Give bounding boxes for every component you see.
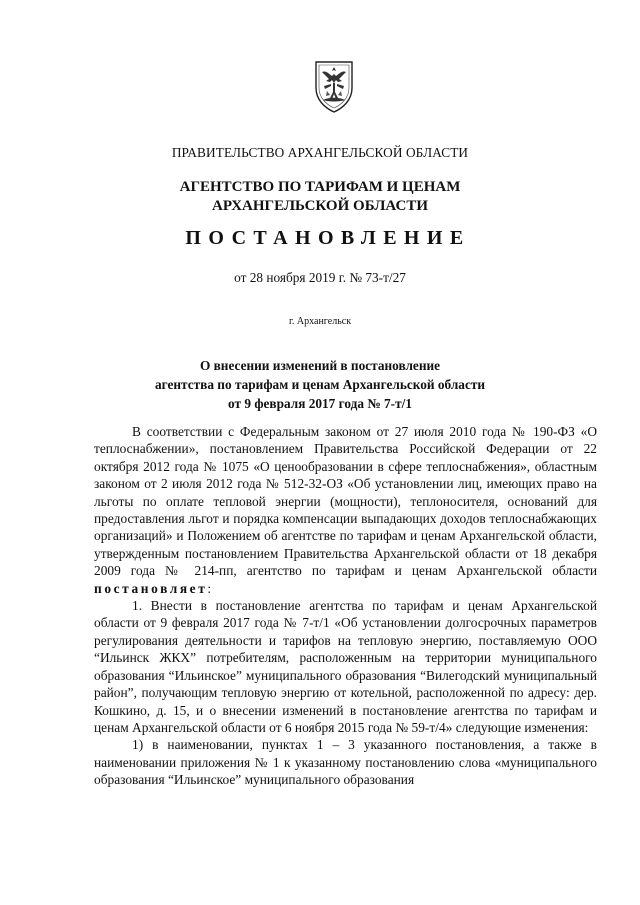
agency-name-line2: АРХАНГЕЛЬСКОЙ ОБЛАСТИ xyxy=(212,198,428,214)
body-paragraph-item-1-1: 1) в наименовании, пунктах 1 – 3 указанного постановления, а также в наименовании приложения № 1 к указанному постановлению слова «муниципального образования “Ильинское” муниципального образования xyxy=(94,737,597,788)
body-paragraph-preamble xyxy=(94,423,597,597)
agency-name-line1: АГЕНТСТВО ПО ТАРИФАМ И ЦЕНАМ xyxy=(179,179,461,195)
document-title xyxy=(0,356,640,413)
document-date-number: от 28 ноября 2019 г. № 73-т/27 xyxy=(234,270,406,285)
agency-name xyxy=(0,178,640,216)
document-title-line2: агентства по тарифам и ценам Архангельской области xyxy=(154,377,486,392)
preamble-end: : xyxy=(207,580,212,596)
government-name: ПРАВИТЕЛЬСТВО АРХАНГЕЛЬСКОЙ ОБЛАСТИ xyxy=(171,145,469,160)
coat-of-arms-icon xyxy=(312,58,356,114)
document-city: г. Архангельск xyxy=(288,316,352,327)
document-type: ПОСТАНОВЛЕНИЕ xyxy=(185,227,471,249)
document-body xyxy=(94,423,597,789)
body-paragraph-item-1: 1. Внести в постановление агентства по тарифам и ценам Архангельской области от 9 февраля 2017 года № 7-т/1 «Об установлении долгосрочных параметров регулирования деятельности и тарифов на тепловую энергию, поставляемую ООО “Ильинск ЖКХ” потребителям, расположенным на территории муниципального образования “Ильинское” муниципального образования “Вилегодский муниципальный район”, получающим тепловую энергию от котельной, расположенной по адресу: дер. Кошкино, д. 15, и о внесении изменений в постановление агентства по тарифам и ценам Архангельской области от 6 ноября 2015 года № 59-т/4» следующие изменения: xyxy=(94,598,597,735)
document-title-line1: О внесении изменений в постановление xyxy=(199,358,441,373)
resolution-word: постановляет xyxy=(94,580,208,596)
document-title-line3: от 9 февраля 2017 года № 7-т/1 xyxy=(228,396,412,411)
preamble-text: В соответствии с Федеральным законом от 27 июля 2010 года № 190-ФЗ «О теплоснабжении», постановлением Правительства Российской Федерации от 22 октября 2012 года № 1075 «О ценообразовании в сфере теплоснабжения», областным законом от 2 июля 2012 года № 512-32-ОЗ «Об установлении лиц, имеющих право на льготы по оплате тепловой энергии (мощности), теплоносителя, оснований для предоставления льгот и порядка компенсации выпадающих доходов теплоснабжающих организаций» и Положением об агентстве по тарифам и ценам Архангельской области, утвержденным постановлением Правительства Архангельской области от 18 декабря 2009 года № 214-пп, агентство по тарифам и ценам Архангельской области xyxy=(94,424,597,579)
